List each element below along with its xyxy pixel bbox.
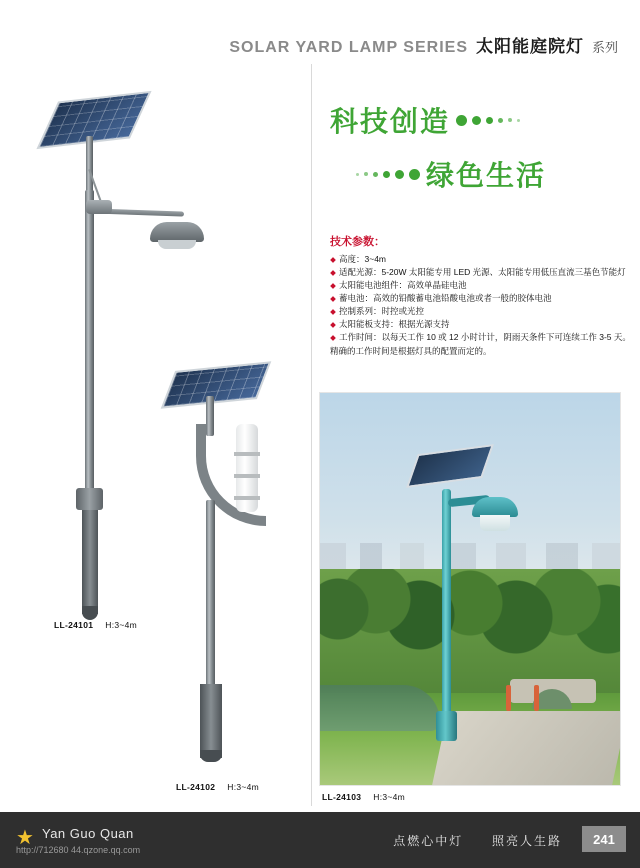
photo-lamp-base (436, 711, 457, 741)
photo-bollard (534, 685, 539, 711)
slogan-line-2-row (330, 154, 630, 194)
pole-collar-24101 (76, 488, 103, 510)
model-24103: LL-24103 (322, 792, 362, 802)
header-chinese-title: 太阳能庭院灯 (475, 37, 584, 56)
spec-item: 工作时间：以每天工作 10 或 12 小时计计，阴雨天条件下可连续工作 3-5 天。 (330, 331, 620, 344)
spec-item: 适配光源：5-20W 太阳能专用 LED 光源、太阳能专用低压直流三基色节能灯 (330, 266, 620, 279)
star-icon: ★ (16, 827, 34, 849)
model-24101: LL-24101 (54, 620, 94, 630)
spec-list (330, 253, 631, 344)
product-photo (319, 392, 621, 786)
footer-slogan-left: 点燃心中灯 (393, 834, 464, 848)
slogan-dots-left (356, 169, 420, 180)
caption-24102 (176, 782, 259, 792)
spec-item: 蓄电池：高效的铅酸蓄电池铅酸电池或者一般的胶体电池 (330, 292, 620, 305)
spec-item: 太阳能板支持：根据光源支持 (330, 318, 620, 331)
footer-brand: Yan Guo Quan (42, 826, 134, 841)
header-chinese-suffix: 系列 (591, 40, 618, 55)
pole-foot-24102 (200, 684, 222, 758)
photo-lamp-glass (480, 515, 510, 531)
spec-item: 控制系列：时控或光控 (330, 305, 620, 318)
lamp-ring-24102 (234, 452, 260, 456)
slogan-line-1-row (330, 100, 630, 140)
solar-panel-24102 (161, 361, 272, 408)
spec-note: 精确的工作时间是根据灯具的配置而定的。 (330, 346, 492, 356)
footer-slogan-right: 照亮人生路 (491, 834, 562, 848)
photo-lamp-head (472, 497, 518, 517)
slogan-block (330, 100, 630, 194)
header-english-title: SOLAR YARD LAMP SERIES (229, 39, 468, 56)
photo-lamp-pole (442, 489, 451, 737)
slogan-line-1: 科技创造 (330, 106, 451, 137)
height-24101: H:3~4m (105, 620, 138, 630)
photo-bollard (506, 685, 511, 711)
photo-pond (320, 685, 440, 731)
lamp-ring-24102 (234, 474, 260, 478)
page-number-badge: 241 (582, 826, 626, 852)
slogan-line-2: 绿色生活 (426, 160, 547, 191)
spec-item: 太阳能电池组件：高效单晶硅电池 (330, 279, 620, 292)
footer-slogan (393, 832, 562, 849)
solar-panel-24101 (36, 91, 151, 149)
photo-bridge (510, 679, 596, 703)
photo-path (432, 711, 621, 785)
slogan-dots-right (456, 115, 520, 126)
model-24102: LL-24102 (176, 782, 216, 792)
height-24102: H:3~4m (227, 782, 260, 792)
lamp-ring-24102 (234, 496, 260, 500)
arm-joint-24101 (86, 200, 112, 214)
technical-spec-block (330, 233, 631, 358)
spec-title: 技术参数： (330, 236, 385, 248)
pole-cap-24101 (82, 606, 98, 620)
footer-url[interactable]: http://712680 44.qzone.qq.com (16, 845, 141, 855)
height-24103: H:3~4m (373, 792, 406, 802)
page-footer (0, 812, 640, 868)
spec-item: 高度：3~4m (330, 253, 620, 266)
page-header (229, 32, 618, 57)
lamp-head-24101 (150, 222, 204, 242)
pole-cap-24102 (200, 750, 222, 762)
caption-24101 (54, 620, 137, 630)
lamp-glass-24101 (158, 240, 196, 249)
column-divider (311, 64, 312, 806)
caption-24103 (322, 792, 405, 802)
pole-foot-24101 (82, 510, 98, 614)
